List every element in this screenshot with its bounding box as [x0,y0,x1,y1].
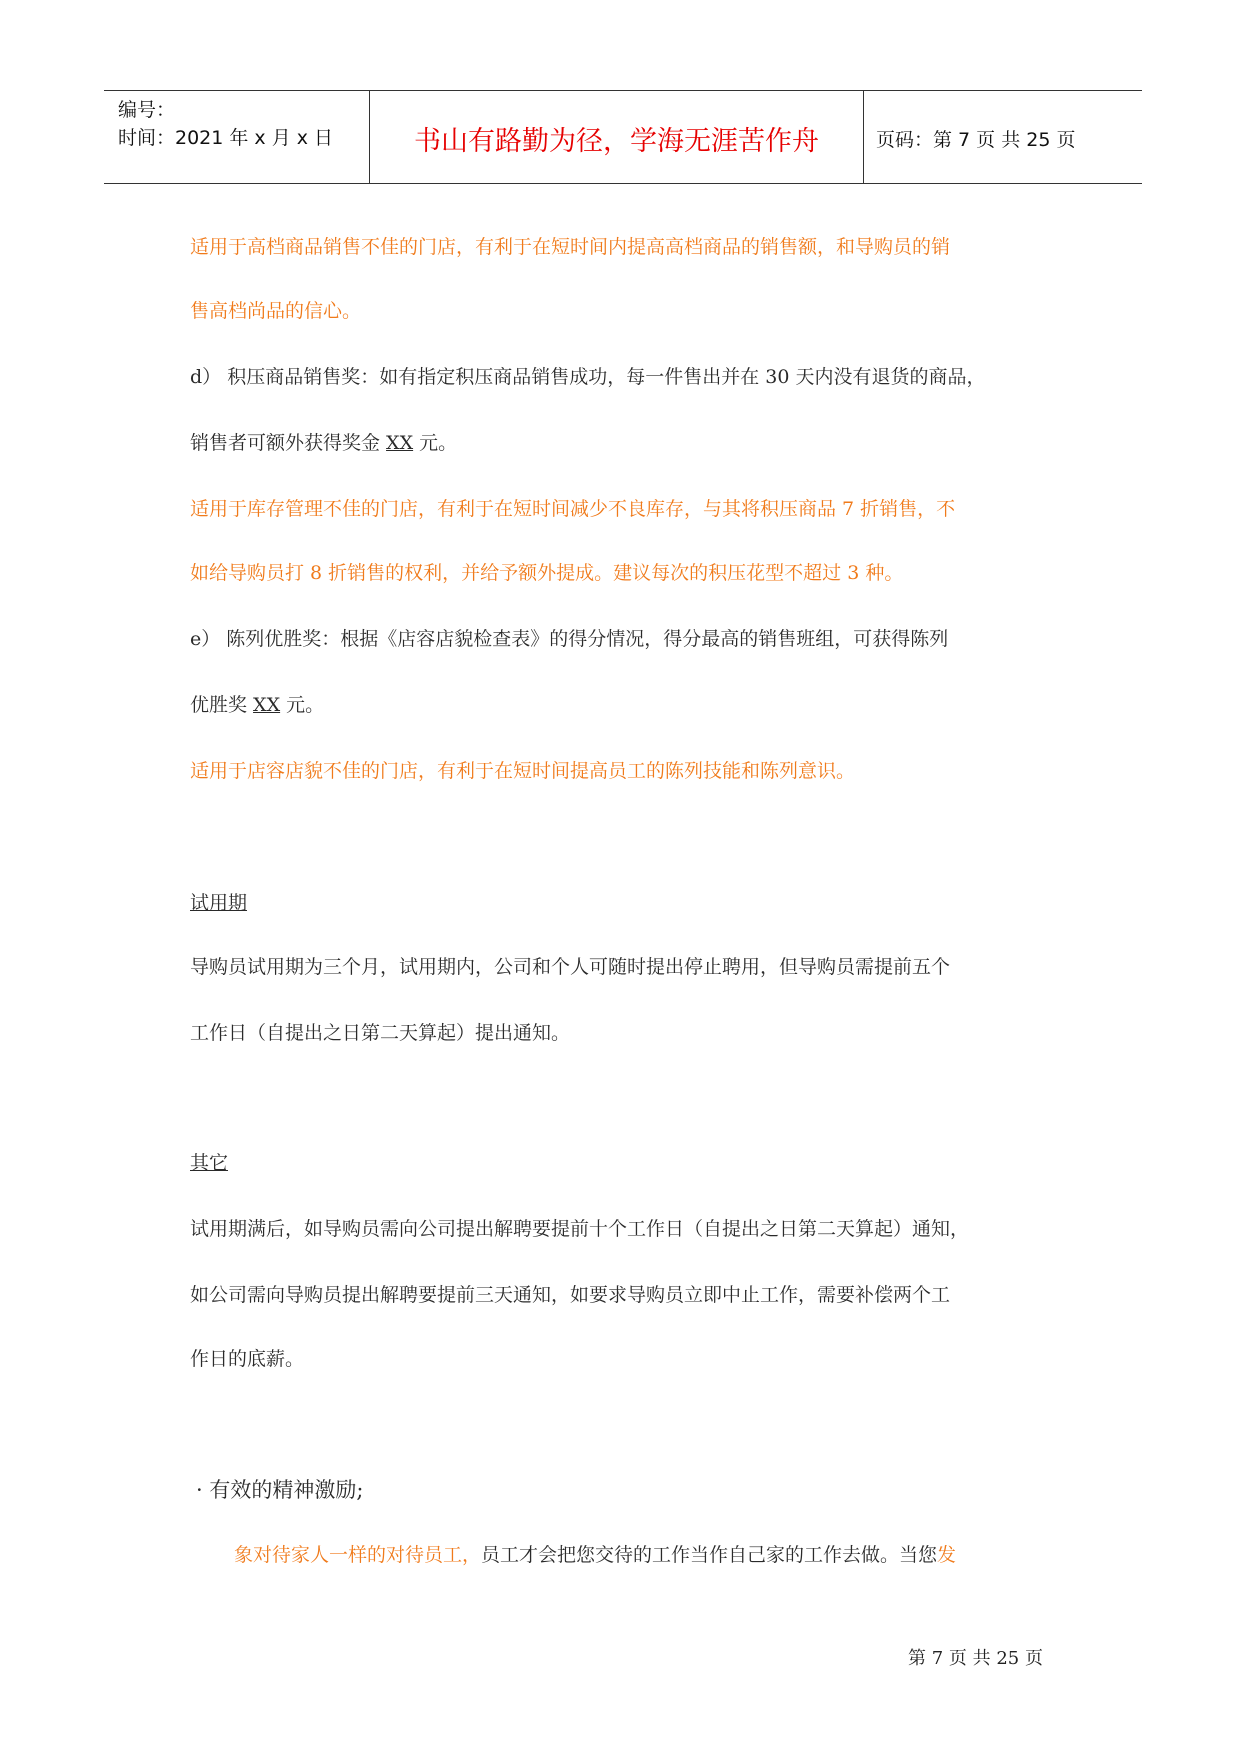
header-page-cell [864,91,1142,183]
paragraph-line: 如给导购员打 8 折销售的权利，并给予额外提成。建议每次的积压花型不超过 3 种。 [190,562,904,584]
paragraph-line: 如公司需向导购员提出解聘要提前三天通知，如要求导购员立即中止工作，需要补偿两个工 [190,1284,951,1306]
text-span: 元。 [280,694,325,716]
paragraph-line: 作日的底薪。 [190,1348,305,1370]
paragraph-line: 适用于库存管理不佳的门店，有利于在短时间减少不良库存，与其将积压商品 7 折销售，不 [190,498,956,520]
page-header [104,90,1142,184]
text-span: 员工才会把您交待的工作当作自己家的工作去做。当您 [481,1544,938,1566]
header-page-info: 页码：第 7 页 共 25 页 [876,129,1076,151]
paragraph-line: d） 积压商品销售奖：如有指定积压商品销售成功，每一件售出并在 30 天内没有退货的商品， [190,366,986,388]
paragraph-line [190,690,324,717]
paragraph-line: 导购员试用期为三个月，试用期内，公司和个人可随时提出停止聘用，但导购员需提前五个 [190,956,951,978]
paragraph-line [190,428,457,455]
page-footer: 第 7 页 共 25 页 [908,1648,1043,1669]
paragraph-line: 试用期满后，如导购员需向公司提出解聘要提前十个工作日（自提出之日第二天算起）通知， [190,1218,970,1240]
text-span: 发 [937,1544,957,1566]
header-motto-cell [370,91,864,183]
text-span: 元。 [413,432,458,454]
section-heading-probation: 试用期 [190,892,248,914]
paragraph-line: 适用于高档商品销售不佳的门店，有利于在短时间内提高高档商品的销售额，和导购员的销 [190,236,951,258]
amount-placeholder: XX [253,694,281,716]
amount-placeholder: XX [386,432,414,454]
text-span: 优胜奖 [190,694,254,716]
text-span: 象对待家人一样的对待员工， [234,1544,482,1566]
paragraph-line: 工作日（自提出之日第二天算起）提出通知。 [190,1022,571,1044]
paragraph-line [234,1540,956,1567]
document-number-label: 编号： [118,99,176,121]
document-time-label: 时间：2021 年 x 月 x 日 [118,127,334,149]
bullet-heading: · 有效的精神激励; [196,1478,364,1502]
paragraph-line: 售高档尚品的信心。 [190,300,362,322]
header-meta-cell [104,91,370,183]
section-heading-other: 其它 [190,1152,229,1174]
paragraph-line: 适用于店容店貌不佳的门店，有利于在短时间提高员工的陈列技能和陈列意识。 [190,760,856,782]
header-motto: 书山有路勤为径，学海无涯苦作舟 [414,126,819,157]
text-span: 销售者可额外获得奖金 [190,432,387,454]
paragraph-line: e） 陈列优胜奖：根据《店容店貌检查表》的得分情况，得分最高的销售班组，可获得陈列 [190,628,949,650]
